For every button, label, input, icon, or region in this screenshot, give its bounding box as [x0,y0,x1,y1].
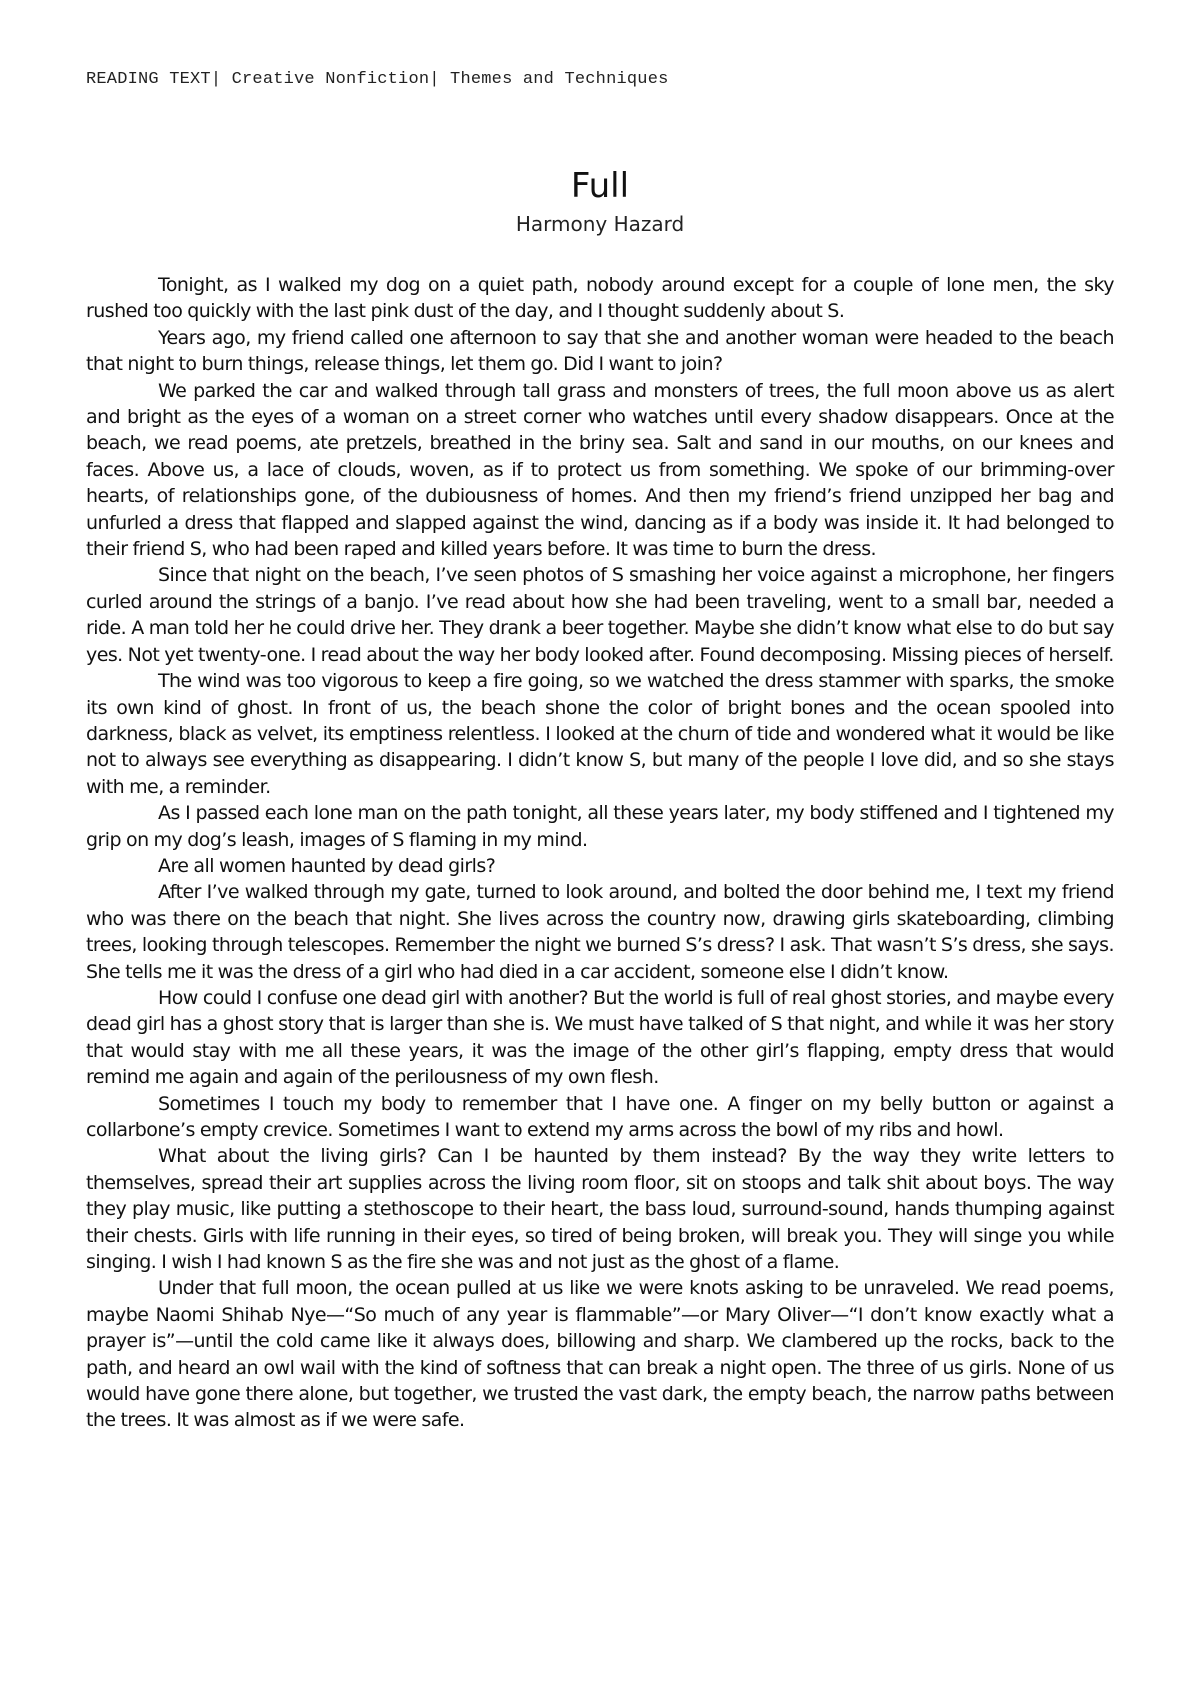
paragraph: The wind was too vigorous to keep a fire going, so we watched the dress stammer with sparks, the smoke its own kind of ghost. In front of us, the beach shone the color of bright bones and the ocean spooled into darkness, black as velvet, its emptiness relentless. I looked at the churn of tide and wondered what it would be like not to always see everything as disappearing. I didn’t know S, but many of the people I love did, and so she stays with me, a reminder. [86,670,1114,798]
paragraph: Under that full moon, the ocean pulled at us like we were knots asking to be unraveled. We read poems, maybe Naomi Shihab Nye—“So much of any year is flammable”—or Mary Oliver—“I don’t know exactly what a prayer is”—until the cold came like it always does, billowing and sharp. We clambered up the rocks, back to the path, and heard an owl wail with the kind of softness that can break a night open. The three of us girls. None of us would have gone there alone, but together, we trusted the vast dark, the empty beach, the narrow paths between the trees. It was almost as if we were safe. [86,1277,1114,1432]
article-title: Full [570,166,630,206]
paragraph: Are all women haunted by dead girls? [158,854,496,877]
paragraph: Sometimes I touch my body to remember that I have one. A finger on my belly button or against a collarbone’s empty crevice. Sometimes I want to extend my arms across the bowl of my ribs and howl. [86,1092,1114,1141]
paragraph: How could I confuse one dead girl with another? But the world is full of real ghost stories, and maybe every dead girl has a ghost story that is larger than she is. We must have talked of S that night, and while it was her story that would stay with me all these years, it was the image of the other girl’s flapping, empty dress that would remind me again and again of the perilousness of my own flesh. [86,986,1114,1089]
article-body [86,272,1114,1434]
article-author: Harmony Hazard [515,212,685,236]
paragraph: Since that night on the beach, I’ve seen photos of S smashing her voice against a microphone, her fingers curled around the strings of a banjo. I’ve read about how she had been traveling, went to a small bar, needed a ride. A man told her he could drive her. They drank a beer together. Maybe she didn’t know what else to do but say yes. Not yet twenty-one. I read about the way her body looked after. Found decomposing. Missing pieces of herself. [86,564,1114,666]
paragraph: What about the living girls? Can I be haunted by them instead? By the way they write letters to themselves, spread their art supplies across the living room floor, sit on stoops and talk shit about boys. The way they play music, like putting a stethoscope to their heart, the bass loud, surround-sound, hands thumping against their chests. Girls with life running in their eyes, so tired of being broken, will break you. They will singe you while singing. I wish I had known S as the fire she was and not just as the ghost of a flame. [86,1145,1114,1274]
paragraph: Tonight, as I walked my dog on a quiet path, nobody around except for a couple of lone men, the sky rushed too quickly with the last pink dust of the day, and I thought suddenly about S. [86,274,1114,323]
paragraph: We parked the car and walked through tall grass and monsters of trees, the full moon above us as alert and bright as the eyes of a woman on a street corner who watches until every shadow disappears. Once at the beach, we read poems, ate pretzels, breathed in the briny sea. Salt and sand in our mouths, on our knees and faces. Above us, a lace of clouds, woven, as if to protect us from something. We spoke of our brimming-over hearts, of relationships gone, of the dubiousness of homes. And then my friend’s friend unzipped her bag and unfurled a dress that flapped and slapped against the wind, dancing as if a body was inside it. It had belonged to their friend S, who had been raped and killed years before. It was time to burn the dress. [86,379,1114,561]
paragraph: As I passed each lone man on the path tonight, all these years later, my body stiffened and I tightened my grip on my dog’s leash, images of S flaming in my mind. [86,802,1114,851]
paragraph: Years ago, my friend called one afternoon to say that she and another woman were headed to the beach that night to burn things, release things, let them go. Did I want to join? [86,326,1114,376]
running-header: READING TEXT| Creative Nonfiction| Themes and Techniques [86,70,669,89]
paragraph: After I’ve walked through my gate, turned to look around, and bolted the door behind me, I text my friend who was there on the beach that night. She lives across the country now, drawing girls skateboarding, climbing trees, looking through telescopes. Remember the night we burned S’s dress? I ask. That wasn’t S’s dress, she says. She tells me it was the dress of a girl who had died in a car accident, someone else I didn’t know. [86,881,1114,983]
